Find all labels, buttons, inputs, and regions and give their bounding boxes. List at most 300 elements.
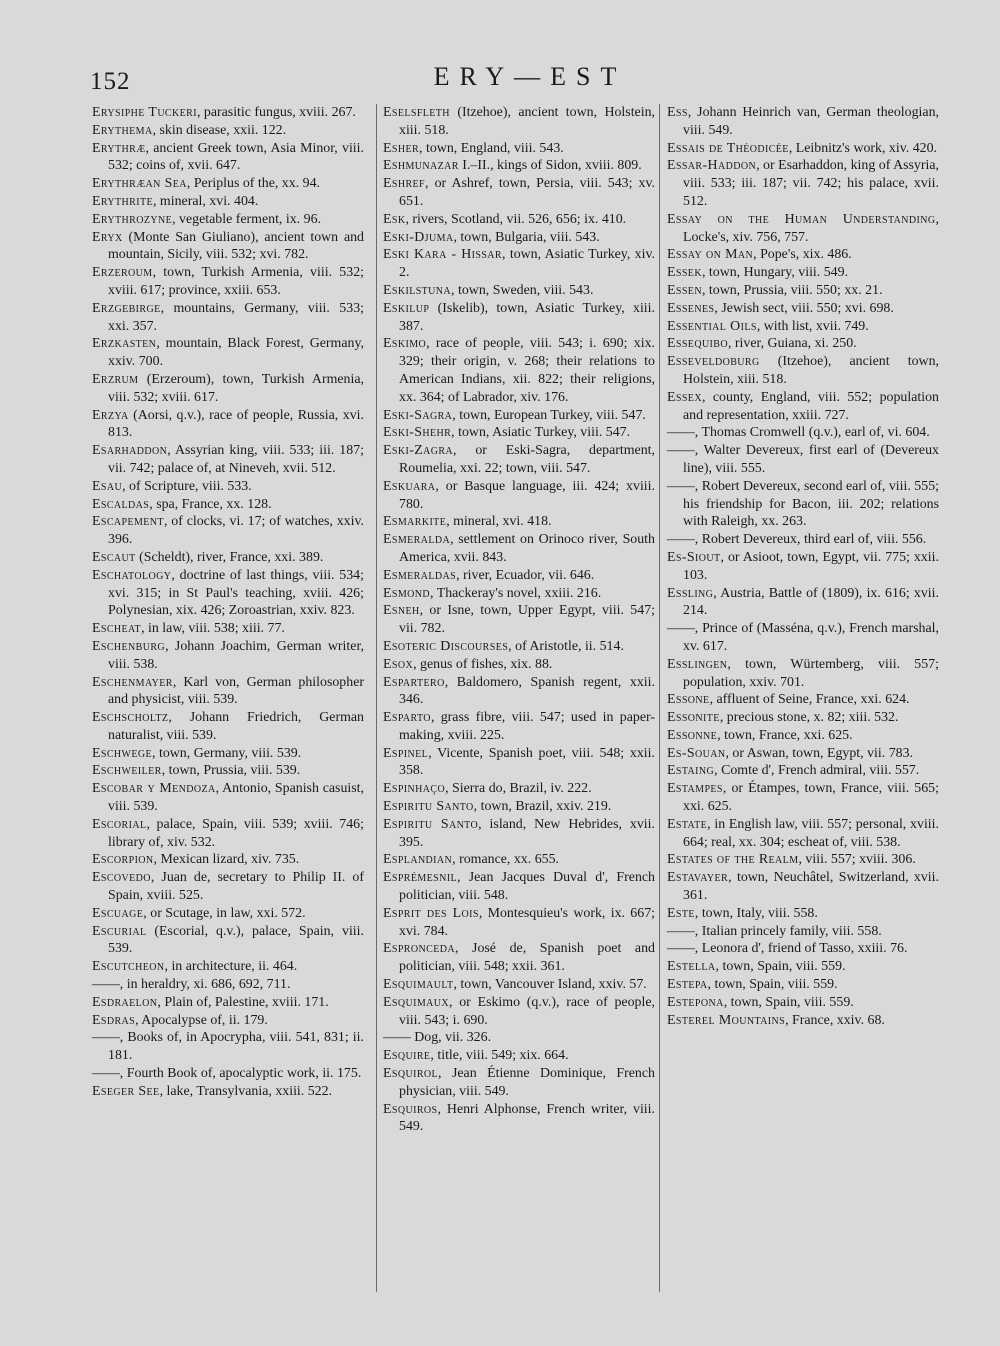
index-column-2 [383, 104, 655, 1136]
index-entry [383, 602, 655, 638]
entry-references: , town, Germany, viii. 539. [152, 745, 302, 761]
index-entry [667, 905, 939, 923]
entry-headword: Eskuara [383, 478, 436, 494]
entry-references: , settlement on Orinoco river, South America, xvii. 843. [399, 532, 655, 565]
index-entry [92, 780, 364, 816]
index-entry [92, 745, 364, 763]
entry-references: (Scheldt), river, France, xxi. 389. [135, 549, 324, 565]
entry-headword: Esplandian [383, 852, 453, 868]
entry-references: , or Esarhaddon, king of Assyria, viii. 533; iii. 187; vii. 742; his palace, xvii. 512. [683, 158, 939, 209]
entry-headword: Erythrite [92, 193, 153, 209]
entry-references: , Juan de, secretary to Philip II. of Spain, xviii. 525. [108, 870, 364, 904]
index-entry [383, 175, 655, 211]
entry-references: ——, Leonora d', friend of Tasso, xxiii. 76. [667, 941, 908, 957]
index-entry [92, 674, 364, 710]
entry-references: , Baldomero, Spanish regent, xxii. 346. [399, 674, 655, 708]
entry-headword: Esquimaux [383, 994, 449, 1010]
index-entry [92, 709, 364, 745]
index-entry [667, 104, 939, 140]
entry-headword: Es-Souan [667, 745, 726, 761]
entry-headword: Escutcheon [92, 959, 165, 975]
index-entry [92, 567, 364, 620]
index-column-1 [92, 104, 364, 1101]
index-entry [383, 816, 655, 852]
index-entry [383, 994, 655, 1030]
entry-references: , Sierra do, Brazil, iv. 222. [445, 781, 592, 797]
index-entry [667, 691, 939, 709]
entry-references: , town, Prussia, viii. 550; xx. 21. [701, 282, 883, 298]
entry-headword: Erzya [92, 407, 129, 423]
entry-headword: Essek [667, 265, 702, 281]
index-entry [667, 958, 939, 976]
entry-references: , town, Spain, viii. 559. [723, 994, 854, 1010]
entry-references: ——, Books of, in Apocrypha, viii. 541, 831; ii. 181. [92, 1030, 364, 1064]
index-entry [92, 549, 364, 567]
index-entry [383, 976, 655, 994]
entry-references: , town, Prussia, viii. 539. [161, 763, 301, 779]
entry-headword: Esmeraldas [383, 567, 457, 583]
index-entry [383, 424, 655, 442]
index-entry [667, 549, 939, 585]
entry-headword: Esdras [92, 1012, 136, 1028]
entry-references: , or Eski-Sagra, department, Roumelia, xxi. 22; town, viii. 547. [399, 443, 655, 476]
entry-references: ——, Robert Devereux, second earl of, viii. 555; his friendship for Bacon, iii. 202; relations with Raleigh, xx. 263. [667, 478, 939, 530]
entry-headword: Erythema [92, 122, 153, 138]
entry-references: , Montesquieu's work, ix. 667; xvi. 784. [399, 905, 655, 939]
entry-references: , Comte d', French admiral, viii. 557. [714, 763, 920, 779]
entry-headword: Espinhaço [383, 781, 446, 797]
index-entry [92, 300, 364, 336]
index-entry [92, 869, 364, 905]
index-entry [383, 140, 655, 158]
entry-references: , or Scutage, in law, xxi. 572. [143, 905, 306, 921]
index-entry [383, 780, 655, 798]
entry-headword: Eschatology [92, 567, 172, 583]
entry-references: , or Basque language, iii. 424; xviii. 780. [399, 478, 655, 512]
entry-headword: Estepona [667, 994, 724, 1010]
entry-headword: Esquiros [383, 1101, 438, 1117]
entry-headword: Eski-Sagra [383, 407, 453, 423]
entry-references: (Iskelib), town, Asiatic Turkey, xiii. 387. [399, 300, 655, 334]
index-entry [667, 157, 939, 210]
index-entry [92, 264, 364, 300]
entry-references: ——, Italian princely family, viii. 558. [667, 923, 882, 939]
index-entry [667, 318, 939, 336]
entry-headword: Espiritu Santo [383, 816, 479, 832]
index-entry [667, 1012, 939, 1030]
index-entry [92, 193, 364, 211]
index-entry [92, 905, 364, 923]
entry-references: , lake, Transylvania, xxiii. 522. [159, 1083, 333, 1099]
index-entry [92, 229, 364, 265]
index-entry [383, 531, 655, 567]
index-entry [383, 335, 655, 406]
entry-references: , Mexican lizard, xiv. 735. [153, 852, 300, 868]
entry-headword: Essone [667, 692, 710, 708]
index-entry [383, 940, 655, 976]
entry-references: , town, Sweden, viii. 543. [451, 282, 594, 298]
entry-references: , county, England, viii. 552; population and representation, xxiii. 727. [683, 389, 939, 423]
entry-headword: Erythræan Sea [92, 176, 187, 192]
index-entry [92, 335, 364, 371]
index-entry [667, 424, 939, 442]
entry-headword: Eseger See [92, 1083, 160, 1099]
entry-references: , town, European Turkey, viii. 547. [452, 407, 646, 423]
index-entry [667, 656, 939, 692]
entry-headword: Escorpion [92, 852, 154, 868]
entry-headword: Essex [667, 389, 702, 405]
index-entry [667, 923, 939, 941]
entry-references: , of clocks, vi. 17; of watches, xxiv. 396. [108, 514, 364, 548]
entry-references: , parasitic fungus, xviii. 267. [196, 105, 356, 120]
entry-headword: Erysiphe Tuckeri [92, 105, 197, 120]
index-entry [92, 976, 364, 994]
index-entry [92, 994, 364, 1012]
index-entry [92, 1065, 364, 1083]
entry-headword: Esarhaddon [92, 443, 168, 459]
index-entry [383, 567, 655, 585]
entry-headword: Esprémesnil [383, 870, 458, 886]
entry-references: , Pope's, xix. 486. [753, 247, 852, 263]
entry-references: (Monte San Giuliano), ancient town and mountain, Sicily, viii. 532; xvi. 782. [108, 229, 364, 263]
index-entry [383, 407, 655, 425]
entry-headword: Essonne [667, 727, 718, 743]
entry-headword: Erythrozyne [92, 211, 173, 227]
entry-headword: Espiritu Santo [383, 799, 474, 815]
entry-headword: Eschenburg [92, 638, 166, 654]
entry-references: (Erzeroum), town, Turkish Armenia, viii. 532; xviii. 617. [108, 371, 364, 405]
index-entry [92, 140, 364, 176]
index-entry [92, 104, 364, 122]
entry-headword: Esslingen [667, 656, 728, 672]
entry-references: , town, England, viii. 543. [419, 140, 564, 156]
entry-headword: Escaldas [92, 496, 150, 512]
index-entry [383, 157, 655, 175]
entry-headword: Eryx [92, 229, 123, 245]
index-entry [92, 851, 364, 869]
entry-headword: Esmeralda [383, 532, 451, 548]
entry-headword: Este [667, 905, 695, 921]
entry-references: , spa, France, xx. 128. [149, 496, 272, 512]
entry-headword: Eski-Djuma [383, 229, 454, 245]
index-entry [667, 976, 939, 994]
index-entry [667, 585, 939, 621]
index-entry [383, 300, 655, 336]
entry-references: , or Ashref, town, Persia, viii. 543; xv. 651. [399, 176, 655, 209]
index-entry [667, 727, 939, 745]
index-entry [92, 638, 364, 674]
entry-references: , town, Spain, viii. 559. [707, 977, 838, 993]
entry-headword: Erzeroum [92, 265, 153, 281]
index-entry [383, 709, 655, 745]
entry-references: , or Isne, town, Upper Egypt, viii. 547; vii. 782. [399, 603, 655, 637]
entry-headword: Escorial [92, 816, 147, 832]
entry-headword: Essonite [667, 710, 720, 726]
entry-references: , of Scripture, viii. 533. [122, 478, 252, 494]
entry-references: , with list, xvii. 749. [756, 318, 869, 334]
entry-references: , Periplus of the, xx. 94. [186, 176, 320, 192]
index-entry [667, 140, 939, 158]
entry-references: , town, Neuchâtel, Switzerland, xvii. 361. [683, 870, 939, 904]
index-entry [383, 1047, 655, 1065]
entry-references: , skin disease, xxii. 122. [152, 122, 287, 138]
entry-references: , mountain, Black Forest, Germany, xxiv. 700. [108, 336, 364, 370]
index-entry [383, 1065, 655, 1101]
entry-references: , town, Italy, viii. 558. [694, 905, 818, 921]
index-entry [92, 1029, 364, 1065]
entry-references: , in law, viii. 538; xiii. 77. [141, 621, 285, 637]
index-entry [667, 353, 939, 389]
entry-references: , José de, Spanish poet and politician, viii. 548; xxii. 361. [399, 941, 655, 975]
entry-references: , Jean Jacques Duval d', French politician, viii. 548. [399, 870, 655, 904]
entry-references: , town, Asiatic Turkey, viii. 547. [451, 425, 631, 441]
entry-headword: Essequibo [667, 336, 728, 352]
entry-references: , Vicente, Spanish poet, viii. 548; xxii. 358. [399, 745, 655, 779]
index-entry [667, 816, 939, 852]
entry-headword: Eshmunazar [383, 158, 459, 174]
entry-references: , Karl von, German philosopher and physicist, viii. 539. [108, 674, 364, 708]
index-entry [383, 211, 655, 229]
index-entry [92, 513, 364, 549]
entry-headword: Escheat [92, 621, 142, 637]
entry-headword: Essenes [667, 300, 715, 316]
entry-references: , Johann Friedrich, German naturalist, viii. 539. [108, 710, 364, 743]
entry-references: , in English law, viii. 557; personal, xviii. 664; real, xx. 304; escheat of, viii. 538. [683, 816, 939, 850]
entry-headword: Escovedo [92, 870, 151, 886]
index-entry [383, 745, 655, 781]
index-entry [92, 122, 364, 140]
entry-headword: Eselsfleth [383, 105, 450, 120]
index-entry [92, 407, 364, 443]
entry-references: , genus of fishes, xix. 88. [413, 656, 553, 672]
index-entry [383, 1029, 655, 1047]
entry-headword: Esdraelon [92, 994, 158, 1010]
index-entry [92, 762, 364, 780]
entry-headword: Esox [383, 656, 414, 672]
index-entry [667, 300, 939, 318]
entry-references: , vegetable ferment, ix. 96. [172, 211, 321, 227]
index-entry [667, 762, 939, 780]
entry-references: , Apocalypse of, ii. 179. [135, 1012, 268, 1028]
entry-headword: Erzkasten [92, 336, 157, 352]
entry-headword: Escapement [92, 514, 164, 530]
index-entry [383, 282, 655, 300]
index-entry [667, 745, 939, 763]
index-entry [383, 246, 655, 282]
entry-headword: Eskimo [383, 336, 427, 352]
entry-headword: Esquire [383, 1048, 431, 1064]
index-entry [92, 371, 364, 407]
entry-headword: Estavayer [667, 870, 729, 886]
index-entry [92, 478, 364, 496]
entry-headword: Escobar y Mendoza [92, 781, 216, 797]
entry-references: , romance, xx. 655. [452, 852, 560, 868]
entry-references: , town, Spain, viii. 559. [715, 959, 846, 975]
entry-references: , ancient Greek town, Asia Minor, viii. 532; coins of, xvii. 647. [108, 140, 364, 174]
entry-headword: Eskilstuna [383, 282, 452, 298]
entry-references: , Austria, Battle of (1809), ix. 616; xvii. 214. [683, 585, 939, 619]
entry-headword: Essay on the Human Understanding [667, 211, 936, 227]
index-entry [383, 638, 655, 656]
index-entry [667, 851, 939, 869]
entry-headword: Ess [667, 105, 688, 120]
entry-references: ——, Thomas Cromwell (q.v.), earl of, vi. 604. [667, 425, 930, 441]
entry-references: , rivers, Scotland, vii. 526, 656; ix. 410. [405, 211, 627, 227]
entry-references: ——, Fourth Book of, apocalyptic work, ii. 175. [92, 1066, 362, 1082]
entry-references: , Leibnitz's work, xiv. 420. [788, 140, 938, 156]
entry-references: , or Étampes, town, France, viii. 565; xxi. 625. [683, 781, 939, 815]
index-entry [92, 1083, 364, 1101]
entry-headword: Esmond [383, 585, 431, 601]
index-entry [383, 674, 655, 710]
entry-headword: Esseveldoburg [667, 354, 760, 370]
entry-headword: Erythræ [92, 140, 146, 156]
entry-references: , town, Würtemberg, viii. 557; population, xxiv. 701. [683, 656, 939, 690]
entry-headword: Estate [667, 816, 708, 832]
index-entry [667, 478, 939, 531]
entry-headword: Eschwege [92, 745, 153, 761]
entry-references: , grass fibre, viii. 547; used in paper-making, xviii. 225. [399, 710, 655, 743]
entry-headword: Estaing [667, 763, 715, 779]
entry-references: , title, viii. 549; xix. 664. [430, 1048, 569, 1064]
index-entry [667, 709, 939, 727]
index-entry [667, 442, 939, 478]
page-number: 152 [90, 68, 131, 95]
entry-headword: Esher [383, 140, 420, 156]
entry-references: (Aorsi, q.v.), race of people, Russia, xvi. 813. [108, 407, 364, 441]
index-entry [92, 923, 364, 959]
entry-headword: Escaut [92, 549, 136, 565]
index-entry [383, 851, 655, 869]
entry-references: , Johann Joachim, German writer, viii. 538. [108, 638, 364, 672]
entry-references: , town, Brazil, xxiv. 219. [473, 799, 612, 815]
entry-references: , France, xxiv. 68. [785, 1012, 885, 1028]
index-entry [383, 1101, 655, 1137]
entry-headword: Espinel [383, 745, 429, 761]
index-entry [383, 869, 655, 905]
index-entry [92, 442, 364, 478]
column-divider [659, 104, 660, 1292]
entry-headword: Espartero [383, 674, 445, 690]
entry-references: , town, Vancouver Island, xxiv. 57. [453, 977, 647, 993]
entry-headword: Essay on Man [667, 247, 754, 263]
entry-references: , or Aswan, town, Egypt, vii. 783. [725, 745, 914, 761]
entry-references: , river, Guiana, xi. 250. [727, 336, 857, 352]
entry-references: , town, Bulgaria, viii. 543. [453, 229, 600, 245]
entry-headword: Estampes [667, 781, 723, 797]
entry-references: , town, Asiatic Turkey, xiv. 2. [399, 247, 655, 281]
entry-references: ——, Robert Devereux, third earl of, viii. 556. [667, 532, 927, 548]
entry-headword: Escuage [92, 905, 144, 921]
index-entry [92, 1012, 364, 1030]
index-entry [92, 211, 364, 229]
entry-headword: Eschenmayer [92, 674, 173, 690]
entry-references: , Antonio, Spanish casuist, viii. 539. [108, 781, 364, 815]
index-entry [383, 478, 655, 514]
index-entry [667, 211, 939, 247]
entry-references: , Jewish sect, viii. 550; xvi. 698. [714, 300, 894, 316]
entry-references: , doctrine of last things, viii. 534; xvi. 315; in St Paul's teaching, xviii. 426; Polynesian, xix. 426; Zoroastrian, xxiv. 823. [108, 567, 364, 619]
entry-headword: Estates of the Realm [667, 852, 799, 868]
entry-references: , town, Hungary, viii. 549. [701, 265, 849, 281]
index-entry [383, 656, 655, 674]
entry-headword: Espronceda [383, 941, 455, 957]
entry-references: , viii. 557; xviii. 306. [798, 852, 916, 868]
entry-references: , or Eskimo (q.v.), race of people, viii. 543; i. 690. [399, 994, 655, 1028]
entry-headword: Esquimault [383, 977, 454, 993]
entry-references: , Jean Étienne Dominique, French physician, viii. 549. [399, 1066, 655, 1099]
entry-headword: Eski-Zagra [383, 443, 454, 459]
entry-headword: Es-Siout [667, 549, 721, 565]
entry-headword: Eshref [383, 176, 426, 192]
entry-references: , Locke's, xiv. 756, 757. [683, 211, 939, 245]
entry-headword: Essling [667, 585, 714, 601]
entry-references: , mineral, xvi. 418. [446, 514, 552, 530]
column-divider [376, 104, 377, 1292]
entry-references: , mineral, xvi. 404. [152, 193, 259, 209]
entry-references: , race of people, viii. 543; i. 690; xix. 329; their origin, v. 268; their relations to American Indians, xii. 822; their religions, xx. 364; of Labrador, xiv. 176. [399, 336, 655, 405]
entry-references: , Johann Heinrich van, German theologian, viii. 549. [683, 105, 939, 138]
index-entry [667, 389, 939, 425]
entry-headword: Esau [92, 478, 123, 494]
index-entry [92, 958, 364, 976]
entry-headword: Eski Kara - Hissar [383, 247, 503, 263]
index-entry [92, 620, 364, 638]
index-entry [667, 335, 939, 353]
index-entry [383, 229, 655, 247]
index-entry [92, 496, 364, 514]
entry-headword: Esparto [383, 710, 431, 726]
entry-references: , in architecture, ii. 464. [164, 959, 298, 975]
index-entry [667, 264, 939, 282]
entry-references: , of Aristotle, ii. 514. [508, 638, 624, 654]
entry-headword: Esprit des Lois [383, 905, 479, 921]
entry-references: , island, New Hebrides, xvii. 395. [399, 816, 655, 850]
entry-references: , mountains, Germany, viii. 533; xxi. 357. [108, 300, 364, 334]
entry-references: , town, Turkish Armenia, viii. 532; xviii. 617; province, xxiii. 653. [108, 265, 364, 298]
entry-references: , Thackeray's novel, xxiii. 216. [430, 585, 602, 601]
entry-headword: Esquirol [383, 1066, 439, 1082]
entry-references: , Assyrian king, viii. 533; iii. 187; vii. 742; palace of, at Nineveh, xvii. 512. [108, 443, 364, 476]
index-column-3 [667, 104, 939, 1029]
entry-headword: Eskilup [383, 300, 430, 316]
entry-headword: Estella [667, 959, 716, 975]
index-entry [383, 442, 655, 478]
entry-headword: Esmarkite [383, 514, 447, 530]
entry-references: , palace, Spain, viii. 539; xviii. 746; library of, xiv. 532. [108, 816, 364, 850]
entry-references: , Henri Alphonse, French writer, viii. 549. [399, 1101, 655, 1135]
entry-headword: Eschscholtz [92, 710, 169, 726]
entry-references: , precious stone, x. 82; xiii. 532. [719, 710, 899, 726]
entry-headword: Essais de Théodicée [667, 140, 789, 156]
entry-references: (Itzehoe), ancient town, Holstein, xiii. 518. [399, 105, 655, 138]
entry-references: , town, France, xxi. 625. [717, 727, 853, 743]
index-entry [383, 905, 655, 941]
entry-headword: Essen [667, 282, 702, 298]
entry-references: , river, Ecuador, vii. 646. [456, 567, 595, 583]
entry-headword: Erzrum [92, 371, 139, 387]
entry-headword: Escurial [92, 923, 147, 939]
entry-references: (Escorial, q.v.), palace, Spain, viii. 539. [108, 923, 364, 957]
index-entry [667, 869, 939, 905]
entry-references: ——, in heraldry, xi. 686, 692, 711. [92, 977, 291, 993]
entry-headword: Erzgebirge [92, 300, 161, 316]
index-entry [383, 104, 655, 140]
entry-headword: Esoteric Discourses [383, 638, 509, 654]
entry-references: I.–II., kings of Sidon, xviii. 809. [458, 158, 642, 174]
entry-headword: Eschweiler [92, 763, 162, 779]
entry-headword: Eski-Shehr [383, 425, 452, 441]
